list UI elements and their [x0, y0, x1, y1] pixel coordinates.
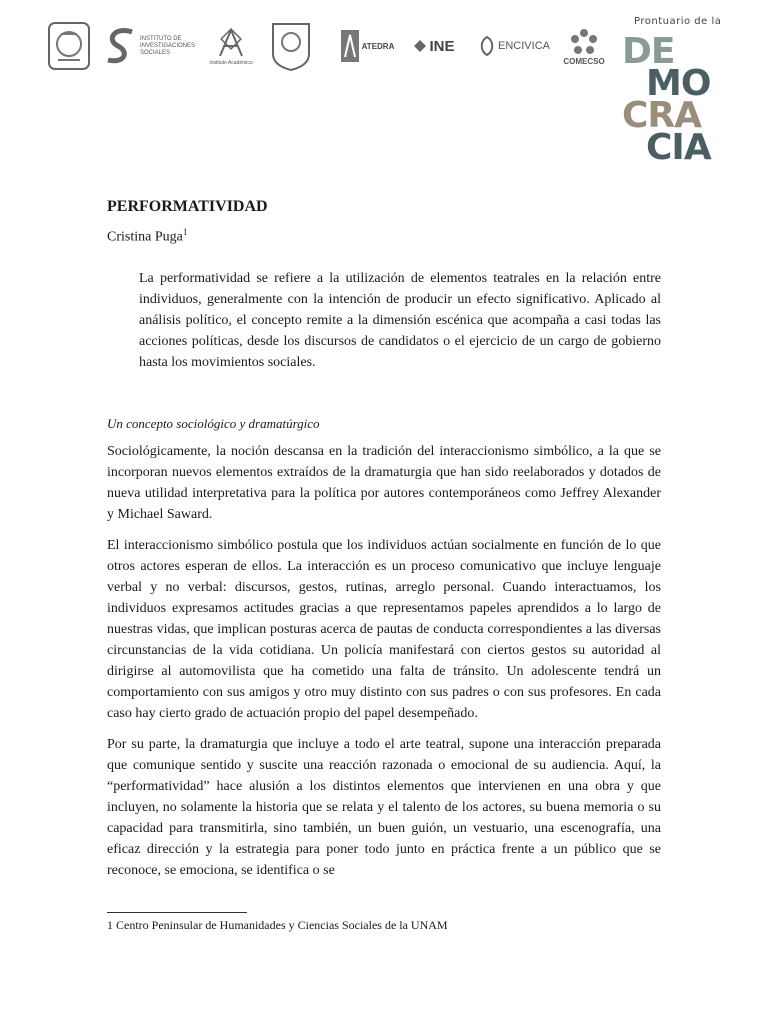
instituto-academico-text: Instituto Académico	[209, 59, 253, 66]
paragraph-1: Sociológicamente, la noción descansa en la tradición del interaccionismo simbólico, a la que se incorporan nuevos elementos extraídos de la dramaturgia que han sido reelaborados y dotados de nueva utilidad interpretativa para la política por autores contemporáneos como Jeffrey Alexander y Michael Saward.	[107, 443, 661, 522]
university-seal-logo	[268, 18, 314, 74]
document-title: PERFORMATIVIDAD	[107, 198, 268, 215]
democracia-logo	[622, 31, 711, 168]
catedra-text: ATEDRA	[361, 41, 395, 51]
ine-logo	[404, 18, 464, 74]
footnote: 1 Centro Peninsular de Humanidades y Ciencias Sociales de la UNAM	[107, 918, 448, 932]
iis-logo	[104, 18, 204, 74]
brand-line-3: CRA	[622, 95, 702, 136]
iis-logo-text: INSTITUTO DE INVESTIGACIONES SOCIALES	[140, 35, 196, 56]
section-heading: Un concepto sociológico y dramatúrgico	[107, 415, 320, 431]
paragraph-3: Por su parte, la dramaturgia que incluye a todo el arte teatral, supone una interacción preparada que comunique sentido y suscite una reacción razonada o emocional de su audiencia. Aquí, la “performatividad” hace alusión a los distintos elementos que intervienen en una obra y que incluyen, no solamente la historia que se relata y el talento de los actores, su buena memoria o su capacidad para transmitirla, sino también, un buen guión, un vestuario, una escenografía, una eficaz dirección y la estrategia para poner todo junto en práctica frente a un público que se reconoce, se emociona, se identifica o se	[107, 736, 661, 878]
paragraph-2: El interaccionismo simbólico postula que los individuos actúan socialmente en función de lo que otros actores esperan de ellos. La interacción es un proceso comunicativo que incluye lenguaje verbal y no verbal: discursos, gestos, rutinas, arreglo personal. Cuando interactuamos, los individuos expresamos actitudes gracias a que representamos papeles aprendidos a lo largo de nuestras vidas, que implican posturas acerca de pautas de conducta correspondientes a las diversas circunstancias de la vida cotidiana. Un policía manifestará con ciertos gestos su autoridad al dirigirse al automovilista que ha cometido una falta de tránsito. Un adolescente tendrá un comportamiento con sus amigos y otro muy distinto con sus padres o con sus profesores. En cada caso hay cierto grado de actuación propio del papel desempeñado.	[107, 537, 661, 721]
catedra-logo	[336, 18, 398, 74]
abstract: La performatividad se refiere a la utilización de elementos teatrales en la relación entre individuos, generalmente con la intención de producir un efecto significativo. Aplicado al análisis político, el concepto remite a la dimensión escénica que acompaña a casi todas las acciones políticas, desde los discursos de candidatos o el ejercicio de un cargo de gobierno hasta los movimientos sociales.	[139, 270, 661, 370]
brand-line-4: CIA	[646, 127, 711, 168]
brand-subtitle: Prontuario de la	[634, 16, 722, 27]
brand-line-2: MO	[646, 63, 711, 104]
encivica-text: ENCIVICA	[498, 40, 550, 52]
ine-text: INE	[429, 37, 455, 55]
footnote-divider	[107, 912, 247, 913]
unam-seal-logo	[44, 18, 94, 74]
document-body	[107, 196, 661, 881]
author-name: Cristina Puga	[107, 229, 183, 245]
comecso-logo	[558, 18, 610, 74]
comecso-text: COMECSO	[563, 56, 605, 66]
encivica-logo	[476, 18, 552, 74]
footnote-mark: 1	[182, 227, 188, 237]
author-line	[107, 222, 661, 248]
partner-logos	[44, 18, 614, 74]
brand-line-1: DE	[622, 31, 675, 72]
instituto-academico-logo	[206, 18, 256, 74]
